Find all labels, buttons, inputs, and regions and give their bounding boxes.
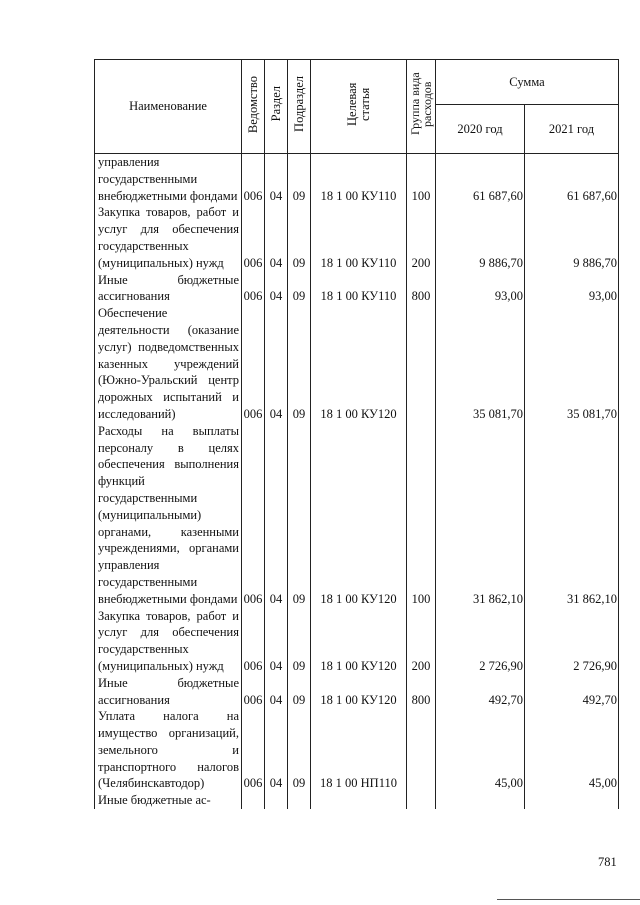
row-expense-group: 800 (407, 675, 436, 709)
table-row (95, 792, 619, 809)
row-sum-2021: 492,70 (525, 675, 619, 709)
row-department: 006 (242, 708, 265, 792)
row-subsection: 09 (288, 708, 311, 792)
row-section: 04 (265, 204, 288, 271)
row-section: 04 (265, 423, 288, 608)
table-row (95, 423, 619, 608)
row-sum-2021: 35 081,70 (525, 305, 619, 423)
row-department: 006 (242, 305, 265, 423)
row-target-item: 18 1 00 НП110 (311, 708, 407, 792)
row-target-item: 18 1 00 КУ120 (311, 675, 407, 709)
row-target-item: 18 1 00 КУ110 (311, 154, 407, 205)
table-body (95, 154, 619, 810)
table-row (95, 675, 619, 709)
row-department: 006 (242, 608, 265, 675)
row-section: 04 (265, 675, 288, 709)
row-subsection: 09 (288, 305, 311, 423)
row-name: Закупка товаров, работ и услуг для обеспечения государственных (муниципальных) нужд (95, 204, 242, 271)
row-expense-group: 100 (407, 154, 436, 205)
row-expense-group: 800 (407, 272, 436, 306)
row-sum-2021: 31 862,10 (525, 423, 619, 608)
row-sum-2020 (436, 792, 525, 809)
row-name: Расходы на выплаты персоналу в целях обеспечения выполнения функций государственными (муниципальными) органами, казенными учреждениями, органами управления государственными внебюджетными фондами (95, 423, 242, 608)
row-section: 04 (265, 272, 288, 306)
row-target-item: 18 1 00 КУ110 (311, 272, 407, 306)
row-sum-2020: 9 886,70 (436, 204, 525, 271)
header-target-item: Целевая статья (311, 60, 407, 154)
table-row (95, 272, 619, 306)
row-expense-group (407, 792, 436, 809)
row-sum-2020: 93,00 (436, 272, 525, 306)
row-subsection: 09 (288, 675, 311, 709)
header-year-2021: 2021 год (525, 105, 619, 154)
row-sum-2020: 35 081,70 (436, 305, 525, 423)
table-row (95, 204, 619, 271)
row-subsection: 09 (288, 272, 311, 306)
row-name: Уплата налога на имущество организаций, земельного и транспортного налогов (Челябинскавтодор) (95, 708, 242, 792)
budget-table (94, 59, 619, 809)
table-row (95, 708, 619, 792)
row-sum-2021: 9 886,70 (525, 204, 619, 271)
row-target-item: 18 1 00 КУ120 (311, 423, 407, 608)
table-row (95, 154, 619, 205)
row-target-item: 18 1 00 КУ120 (311, 305, 407, 423)
row-expense-group: 100 (407, 423, 436, 608)
header-department: Ведомство (242, 60, 265, 154)
table-header (95, 60, 619, 154)
row-name: управления государственными внебюджетными фондами (95, 154, 242, 205)
row-sum-2021: 93,00 (525, 272, 619, 306)
row-department: 006 (242, 423, 265, 608)
row-expense-group (407, 708, 436, 792)
footer-divider (497, 899, 640, 900)
row-subsection (288, 792, 311, 809)
header-year-2020: 2020 год (436, 105, 525, 154)
row-name: Иные бюджетные ас- (95, 792, 242, 809)
row-sum-2021: 61 687,60 (525, 154, 619, 205)
row-sum-2020: 45,00 (436, 708, 525, 792)
header-section: Раздел (265, 60, 288, 154)
row-sum-2021 (525, 792, 619, 809)
header-subsection: Подраздел (288, 60, 311, 154)
row-section: 04 (265, 154, 288, 205)
row-sum-2020: 31 862,10 (436, 423, 525, 608)
row-section: 04 (265, 305, 288, 423)
row-sum-2021: 2 726,90 (525, 608, 619, 675)
row-name: Иные бюджетные ассигнования (95, 272, 242, 306)
row-section: 04 (265, 708, 288, 792)
table-row (95, 305, 619, 423)
row-name: Иные бюджетные ассигнования (95, 675, 242, 709)
row-subsection: 09 (288, 608, 311, 675)
row-expense-group (407, 305, 436, 423)
row-subsection: 09 (288, 423, 311, 608)
row-sum-2020: 61 687,60 (436, 154, 525, 205)
row-department: 006 (242, 154, 265, 205)
row-name: Закупка товаров, работ и услуг для обеспечения государственных (муниципальных) нужд (95, 608, 242, 675)
header-name: Наименование (95, 60, 242, 154)
table-row (95, 608, 619, 675)
row-subsection: 09 (288, 154, 311, 205)
page-number: 781 (598, 855, 617, 869)
row-target-item: 18 1 00 КУ110 (311, 204, 407, 271)
row-department (242, 792, 265, 809)
row-name: Обеспечение деятельности (оказание услуг) подведомственных казенных учреждений (Южно-Уральский центр дорожных испытаний и исследований) (95, 305, 242, 423)
row-sum-2020: 492,70 (436, 675, 525, 709)
row-section: 04 (265, 608, 288, 675)
row-sum-2021: 45,00 (525, 708, 619, 792)
header-expense-group: Группа вида расходов (407, 60, 436, 154)
row-target-item (311, 792, 407, 809)
row-expense-group: 200 (407, 608, 436, 675)
row-sum-2020: 2 726,90 (436, 608, 525, 675)
row-department: 006 (242, 272, 265, 306)
row-department: 006 (242, 675, 265, 709)
header-amount: Сумма (436, 60, 619, 105)
row-section (265, 792, 288, 809)
row-department: 006 (242, 204, 265, 271)
row-subsection: 09 (288, 204, 311, 271)
row-target-item: 18 1 00 КУ120 (311, 608, 407, 675)
row-expense-group: 200 (407, 204, 436, 271)
